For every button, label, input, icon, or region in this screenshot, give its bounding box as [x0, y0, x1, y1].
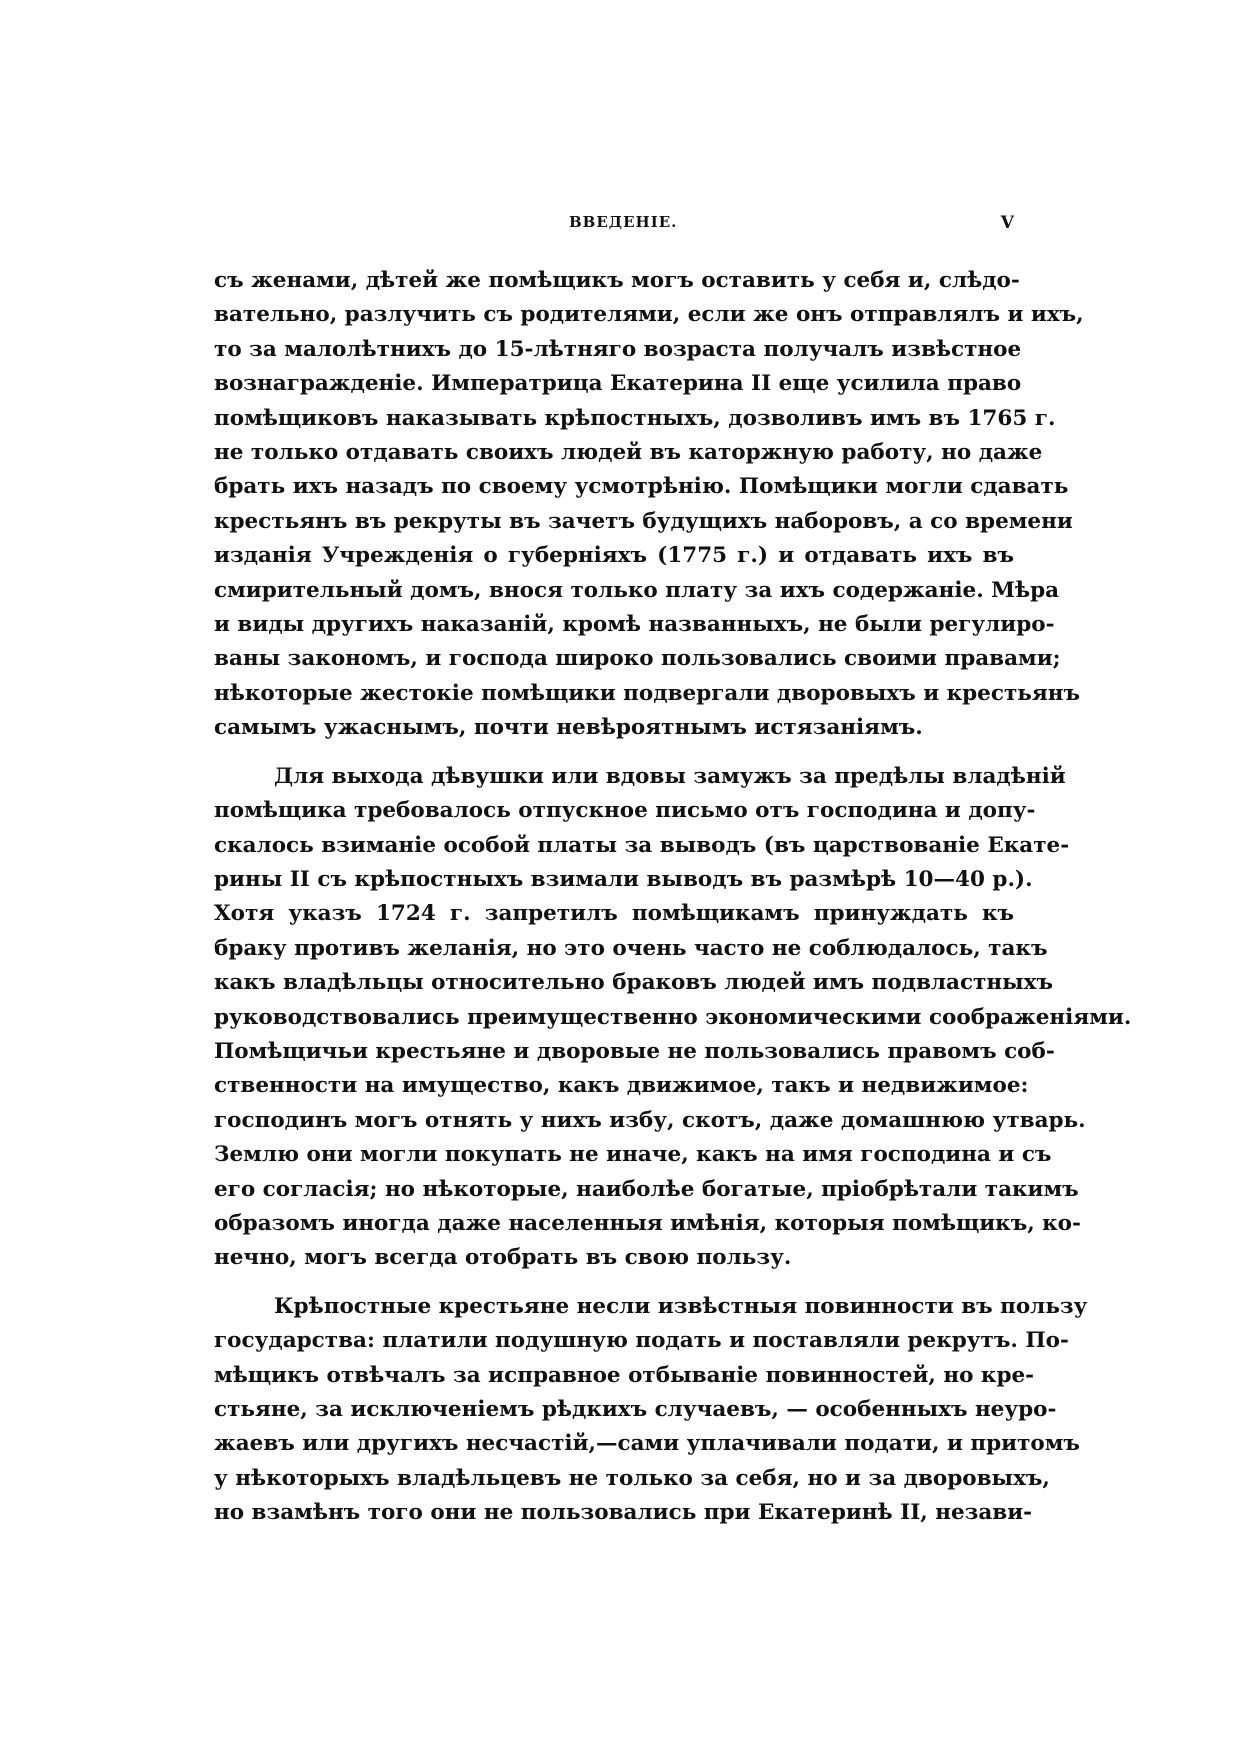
text-line: стьяне, за исключеніемъ рѣдкихъ случаевъ, — особенныхъ неуро-	[214, 1397, 1057, 1422]
text-line: нѣкоторые жестокіе помѣщики подвергали дворовыхъ и крестьянъ	[214, 680, 1080, 706]
text-line: мѣщикъ отвѣчалъ за исправное отбываніе повинностей, но кре-	[214, 1362, 1035, 1388]
text-line: крестьянъ въ рекруты въ зачетъ будущихъ наборовъ, а со времени	[214, 508, 1073, 534]
running-header	[214, 213, 1014, 243]
text-line: Для выхода дѣвушки или вдовы замужъ за предѣлы владѣній	[274, 763, 1066, 789]
text-line: помѣщиковъ наказывать крѣпостныхъ, дозволивъ имъ въ 1765 г.	[214, 405, 1056, 431]
page-number: V	[1000, 213, 1014, 233]
paragraph-3	[214, 1290, 1088, 1531]
text-line: какъ владѣльцы относительно браковъ людей имъ подвластныхъ	[214, 970, 1053, 996]
body-text	[214, 264, 1132, 1545]
text-line: Крѣпостные крестьяне несли извѣстныя повинности въ пользу	[274, 1293, 1088, 1319]
text-line: нечно, могъ всегда отобрать въ свою пользу.	[214, 1245, 792, 1271]
paragraph-1	[214, 264, 1084, 746]
text-line: то за малолѣтнихъ до 15-лѣтняго возраста получалъ извѣстное	[214, 336, 1022, 362]
text-line: ственности на имущество, какъ движимое, такъ и недвижимое:	[214, 1073, 1029, 1099]
text-line: жаевъ или другихъ несчастій,—сами уплачивали подати, и притомъ	[214, 1431, 1080, 1457]
text-line: смирительный домъ, внося только плату за ихъ содержаніе. Мѣра	[214, 577, 1060, 603]
text-line: съ женами, дѣтей же помѣщикъ могъ оставить у себя и, слѣдо-	[214, 268, 1020, 293]
text-line: вательно, разлучить съ родителями, если же онъ отправлялъ и ихъ,	[214, 302, 1084, 328]
text-line: его согласія; но нѣкоторые, наиболѣе богатые, пріобрѣтали такимъ	[214, 1176, 1079, 1202]
text-line: господинъ могъ отнять у нихъ избу, скотъ, даже домашнюю утварь.	[214, 1107, 1086, 1133]
text-line: изданія Учрежденія о губерніяхъ (1775 г.) и отдавать ихъ въ	[214, 543, 1014, 569]
text-line: не только отдавать своихъ людей въ каторжную работу, но даже	[214, 440, 1043, 466]
text-line: Хотя указъ 1724 г. запретилъ помѣщикамъ принуждать къ	[214, 901, 1014, 927]
text-line: ваны закономъ, и господа широко пользовались своими правами;	[214, 646, 1061, 672]
text-line: Помѣщичьи крестьяне и дворовые не пользовались правомъ соб-	[214, 1038, 1055, 1064]
text-line: государства: платили подушную подать и поставляли рекрутъ. По-	[214, 1328, 1069, 1354]
text-line: браку противъ желанія, но это очень часто не соблюдалось, такъ	[214, 935, 1048, 961]
text-line: но взамѣнъ того они не пользовались при Екатеринѣ II, незави-	[214, 1500, 1033, 1526]
text-line: вознагражденіе. Императрица Екатерина II еще усилила право	[214, 371, 1022, 397]
text-line: образомъ иногда даже населенныя имѣнія, которыя помѣщикъ, ко-	[214, 1210, 1081, 1236]
text-line: скалось взиманіе особой платы за выводъ (въ царствованіе Екате-	[214, 832, 1070, 858]
text-line: рины II съ крѣпостныхъ взимали выводъ въ размѣрѣ 10—40 р.).	[214, 866, 1033, 892]
text-line: руководствовались преимущественно экономическими соображеніями.	[214, 1004, 1132, 1030]
paragraph-2	[214, 760, 1132, 1276]
text-line: и виды другихъ наказаній, кромѣ названныхъ, не были регулиро-	[214, 612, 1055, 638]
text-line: самымъ ужаснымъ, почти невѣроятнымъ истязаніямъ.	[214, 715, 923, 741]
chapter-title: ВВЕДЕНІЕ.	[569, 213, 678, 231]
text-line: Землю они могли покупать не иначе, какъ на имя господина и съ	[214, 1142, 1052, 1168]
text-line: брать ихъ назадъ по своему усмотрѣнію. Помѣщики могли сдавать	[214, 474, 1069, 500]
text-line: помѣщика требовалось отпускное письмо отъ господина и допу-	[214, 798, 1036, 824]
text-line: у нѣкоторыхъ владѣльцевъ не только за себя, но и за дворовыхъ,	[214, 1465, 1050, 1491]
